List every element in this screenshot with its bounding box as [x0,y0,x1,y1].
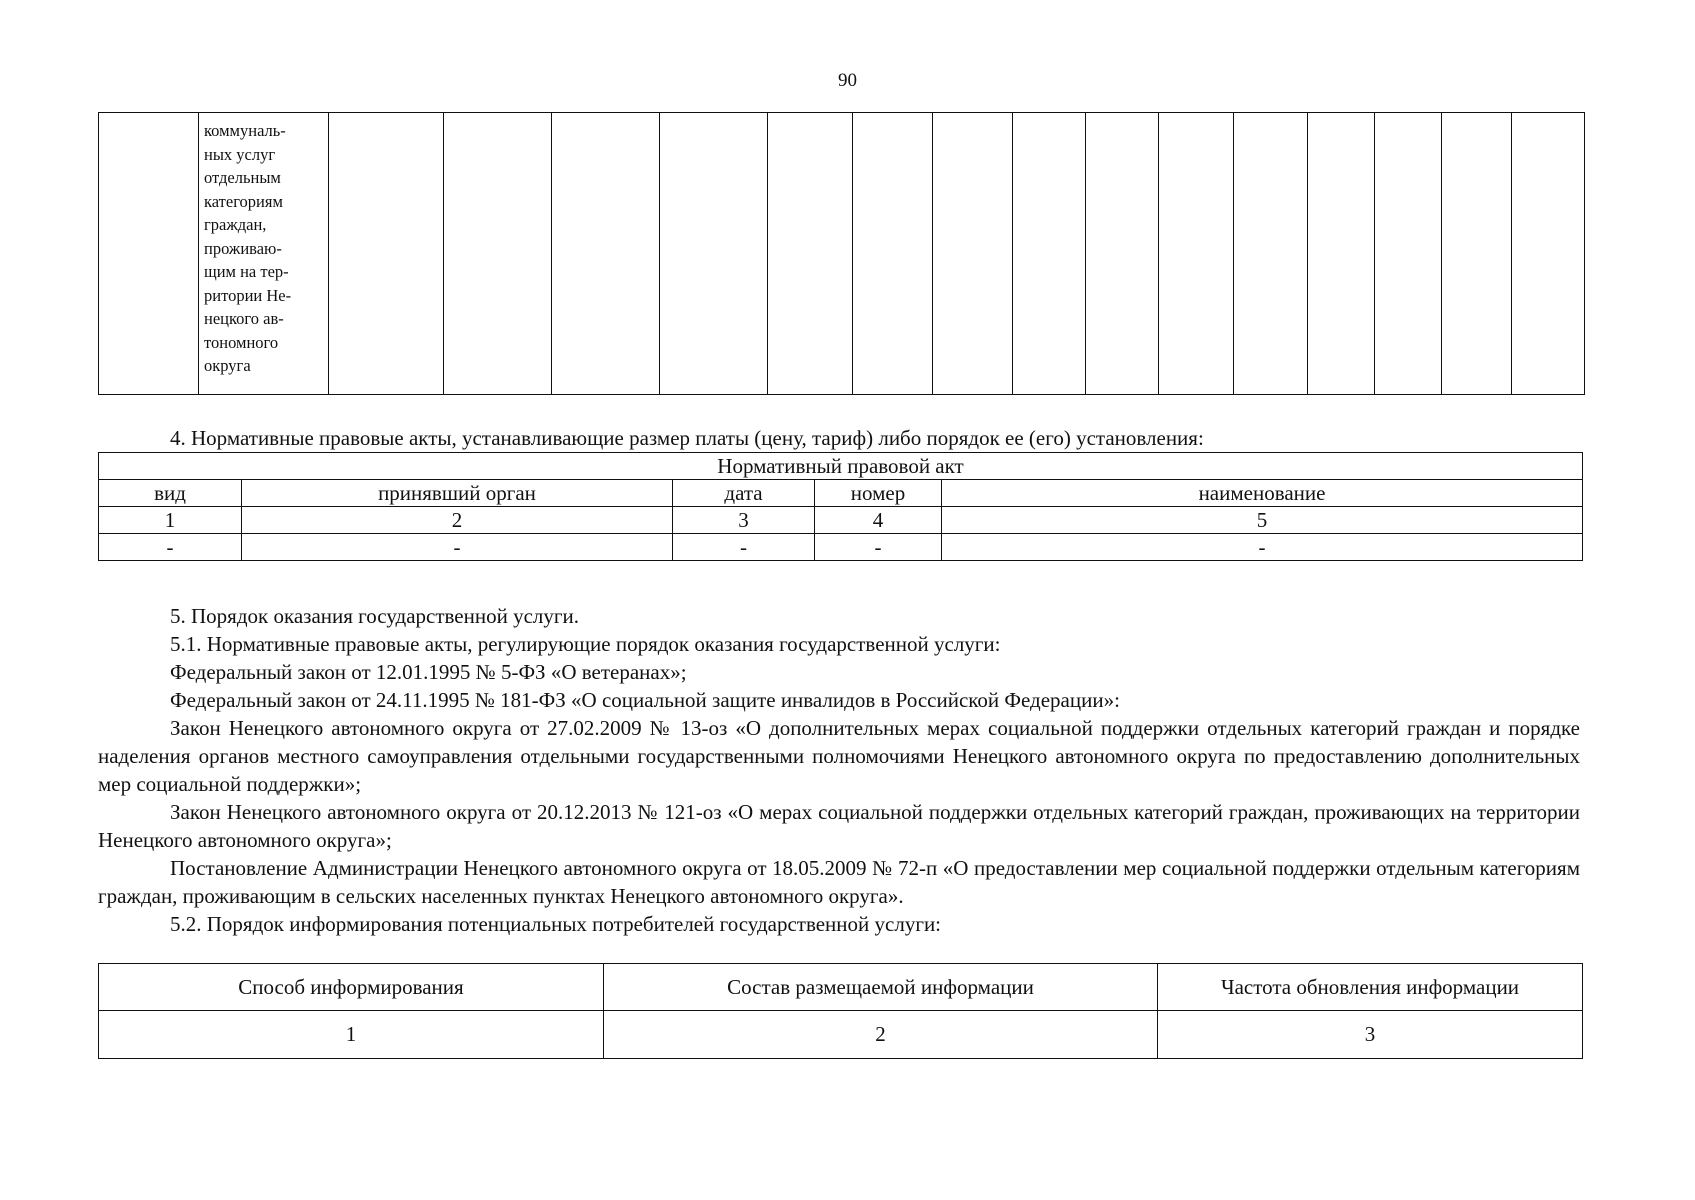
number-cell: 1 [99,1011,604,1059]
empty-cell [768,113,853,395]
value-cell: - [673,534,815,561]
paragraph: 5.1. Нормативные правовые акты, регулирующие порядок оказания государственной услуги: [170,632,1001,656]
empty-cell [552,113,660,395]
paragraph: Закон Ненецкого автономного округа от 27.02.2009 № 13-оз «О дополнительных мерах социальной поддержки отдельных категорий граждан и порядке наделения органов местного самоуправления отдельными государственными полномочиями Ненецкого автономного округа по предоставлению дополнительных мер социальной поддержки»; [98,716,1580,796]
header-cell: номер [815,480,942,507]
table-row [99,507,1583,534]
number-cell: 4 [815,507,942,534]
value-cell: - [942,534,1583,561]
empty-cell [933,113,1013,395]
continuation-table [98,112,1585,395]
table-row [99,1011,1583,1059]
table-row [99,480,1583,507]
value-cell: - [242,534,673,561]
empty-cell [1159,113,1234,395]
empty-cell [1234,113,1308,395]
empty-cell [1308,113,1375,395]
number-cell: 3 [1158,1011,1583,1059]
empty-cell [853,113,933,395]
header-cell: Состав размещаемой информации [604,964,1158,1011]
information-table [98,963,1583,1059]
header-cell: Способ информирования [99,964,604,1011]
header-cell: принявший орган [242,480,673,507]
header-cell: дата [673,480,815,507]
number-cell: 2 [604,1011,1158,1059]
header-cell: вид [99,480,242,507]
number-cell: 2 [242,507,673,534]
empty-cell [1442,113,1512,395]
legal-acts-table [98,452,1583,561]
number-cell: 5 [942,507,1583,534]
paragraph: Федеральный закон от 12.01.1995 № 5-ФЗ «О ветеранах»; [170,660,687,684]
paragraph: Федеральный закон от 24.11.1995 № 181-ФЗ «О социальной защите инвалидов в Российской Федерации»: [170,688,1120,712]
service-name-cell [199,113,329,395]
table-row [99,964,1583,1011]
empty-cell [660,113,768,395]
empty-cell [1512,113,1585,395]
group-header-cell: Нормативный правовой акт [99,453,1583,480]
paragraph: 5. Порядок оказания государственной услуги. [170,604,579,628]
section-5-text [98,602,1580,938]
header-cell: наименование [942,480,1583,507]
empty-cell [329,113,444,395]
number-cell: 3 [673,507,815,534]
empty-cell [1013,113,1086,395]
empty-cell [99,113,199,395]
value-cell: - [815,534,942,561]
empty-cell [1375,113,1442,395]
paragraph: 5.2. Порядок информирования потенциальных потребителей государственной услуги: [170,912,942,936]
page-number: 90 [838,70,857,91]
empty-cell [444,113,552,395]
number-cell: 1 [99,507,242,534]
section-4-title: 4. Нормативные правовые акты, устанавливающие размер платы (цену, тариф) либо порядок ее (его) установления: [170,426,1204,450]
table-row [99,534,1583,561]
header-cell: Частота обновления информации [1158,964,1583,1011]
service-name-text: коммуналь- ных услуг отдельным категориям граждан, проживаю- щим на тер- ритории Не- нецкого ав- тономного округа [204,121,292,375]
paragraph: Постановление Администрации Ненецкого автономного округа от 18.05.2009 № 72-п «О предоставлении мер социальной поддержки отдельным категориям граждан, проживающим в сельских населенных пунктах Ненецкого автономного округа». [98,856,1580,908]
value-cell: - [99,534,242,561]
table-row [99,453,1583,480]
table-row [99,113,1585,395]
empty-cell [1086,113,1159,395]
paragraph: Закон Ненецкого автономного округа от 20.12.2013 № 121-оз «О мерах социальной поддержки отдельных категорий граждан, проживающих на территории Ненецкого автономного округа»; [98,800,1580,852]
